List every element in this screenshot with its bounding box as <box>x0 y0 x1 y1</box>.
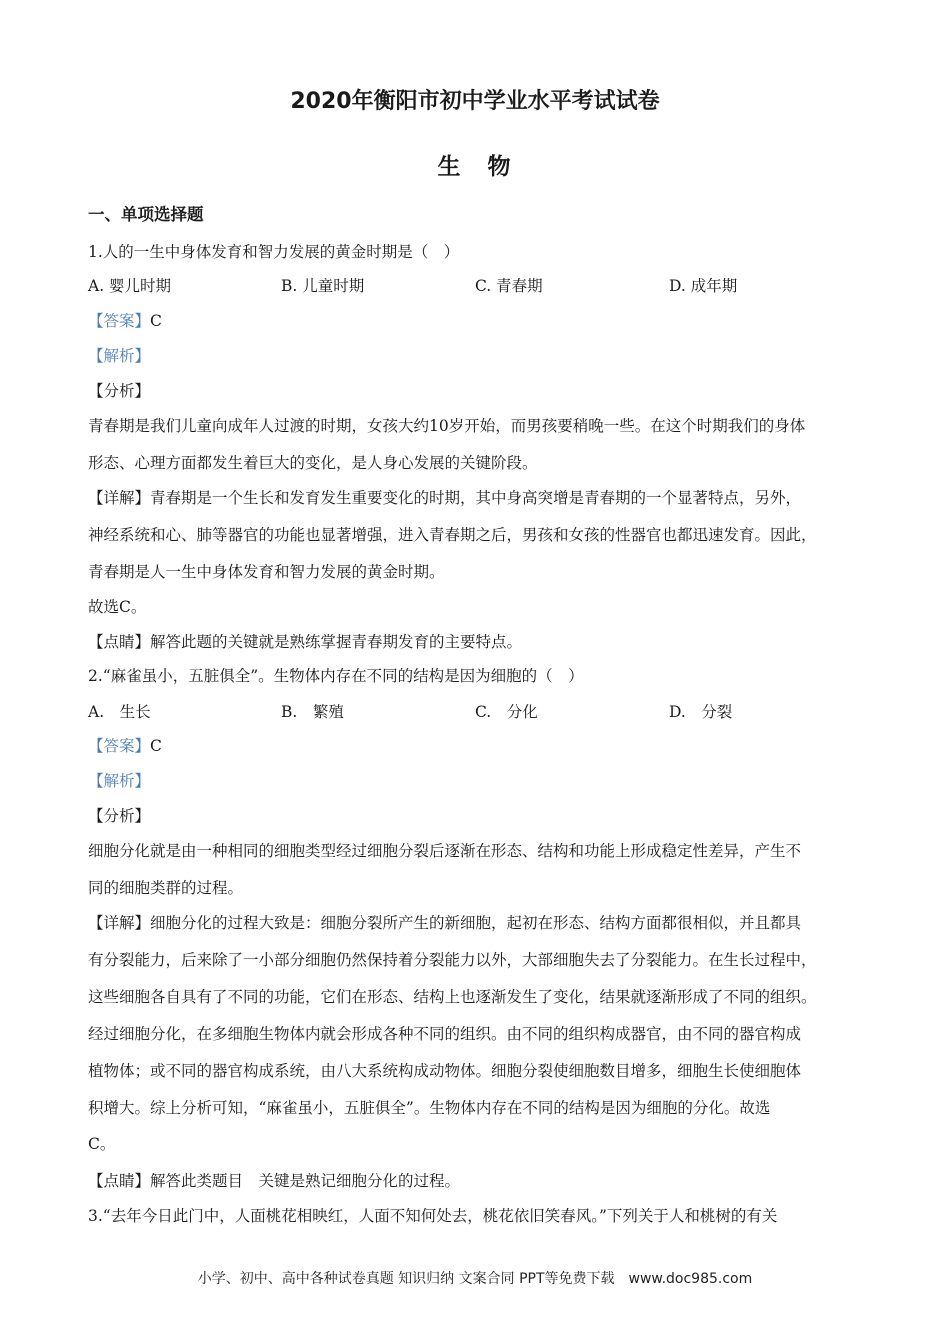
q2-option-c: C. 分化 <box>475 703 538 721</box>
q1-jiexi-label: 【解析】 <box>88 347 151 365</box>
q1-answer <box>88 311 162 331</box>
q1-detail-line: 故选C。 <box>88 598 147 616</box>
question-1: 1.人的一生中身体发育和智力发展的黄金时期是（ ） <box>88 243 460 261</box>
q1-option-a: A. 婴儿时期 <box>88 277 172 295</box>
q2-detail-line: 有分裂能力，后来除了一小部分细胞仍然保持着分裂能力以外，大部细胞失去了分裂能力。在生长过程中， <box>88 951 817 969</box>
q2-option-a: A. 生长 <box>88 703 151 721</box>
q2-detail-line: 【详解】细胞分化的过程大致是：细胞分裂所产生的新细胞，起初在形态、结构方面都很相似，并且都具 <box>88 914 802 932</box>
q2-jiexi-label: 【解析】 <box>88 772 151 790</box>
q1-option-d: D. 成年期 <box>669 277 738 295</box>
answer-value: C <box>150 312 162 330</box>
answer-label: 【答案】 <box>88 312 151 330</box>
q1-analysis-line: 青春期是我们儿童向成年人过渡的时期，女孩大约10岁开始，而男孩要稍晚一些。在这个时期我们的身体 <box>88 417 806 435</box>
answer-value: C <box>150 737 162 755</box>
q2-comment: 【点睛】解答此类题目 关键是熟记细胞分化的过程。 <box>88 1172 461 1190</box>
exam-title: 2020年衡阳市初中学业水平考试试卷 <box>290 89 660 114</box>
q2-detail-line: 植物体；或不同的器官构成系统，由八大系统构成动物体。细胞分裂使细胞数目增多，细胞生长使细胞体 <box>88 1062 802 1080</box>
q2-detail-line: 这些细胞各自具有了不同的功能，它们在形态、结构上也逐渐发生了变化，结果就逐渐形成了不同的组织。 <box>88 988 817 1006</box>
q2-answer <box>88 736 162 756</box>
q2-fenxi-label: 【分析】 <box>88 807 151 825</box>
q1-detail-line: 神经系统和心、肺等器官的功能也显著增强，进入青春期之后，男孩和女孩的性器官也都迅速发育。因此， <box>88 526 817 544</box>
q2-analysis-line: 同的细胞类群的过程。 <box>88 879 244 897</box>
q2-option-d: D. 分裂 <box>669 703 733 721</box>
q2-analysis-line: 细胞分化就是由一种相同的细胞类型经过细胞分裂后逐渐在形态、结构和功能上形成稳定性差异，产生不 <box>88 842 802 860</box>
section-heading: 一、单项选择题 <box>88 205 204 224</box>
subject-title: 生 物 <box>437 154 513 180</box>
q1-option-c: C. 青春期 <box>475 277 543 295</box>
answer-label: 【答案】 <box>88 737 151 755</box>
q2-detail-line: C。 <box>88 1135 116 1153</box>
q2-detail-line: 积增大。综上分析可知，“麻雀虽小，五脏俱全”。生物体内存在不同的结构是因为细胞的分化。故选 <box>88 1099 771 1117</box>
q1-detail-line: 【详解】青春期是一个生长和发育发生重要变化的时期，其中身高突增是青春期的一个显著特点，另外， <box>88 489 802 507</box>
q2-option-b: B. 繁殖 <box>281 703 344 721</box>
q1-comment: 【点睛】解答此题的关键就是熟练掌握青春期发育的主要特点。 <box>88 633 523 651</box>
q1-analysis-line: 形态、心理方面都发生着巨大的变化，是人身心发展的关键阶段。 <box>88 454 538 472</box>
footer-text: 小学、初中、高中各种试卷真题 知识归纳 文案合同 PPT等免费下载 www.doc985.com <box>197 1271 753 1287</box>
question-3: 3.“去年今日此门中，人面桃花相映红，人面不知何处去，桃花依旧笑春风。”下列关于人和桃树的有关 <box>88 1207 778 1225</box>
q2-detail-line: 经过细胞分化，在多细胞生物体内就会形成各种不同的组织。由不同的组织构成器官，由不同的器官构成 <box>88 1025 802 1043</box>
q1-option-b: B. 儿童时期 <box>281 277 365 295</box>
q1-detail-line: 青春期是人一生中身体发育和智力发展的黄金时期。 <box>88 563 445 581</box>
question-2: 2.“麻雀虽小，五脏俱全”。生物体内存在不同的结构是因为细胞的（ ） <box>88 667 584 685</box>
q1-fenxi-label: 【分析】 <box>88 382 151 400</box>
